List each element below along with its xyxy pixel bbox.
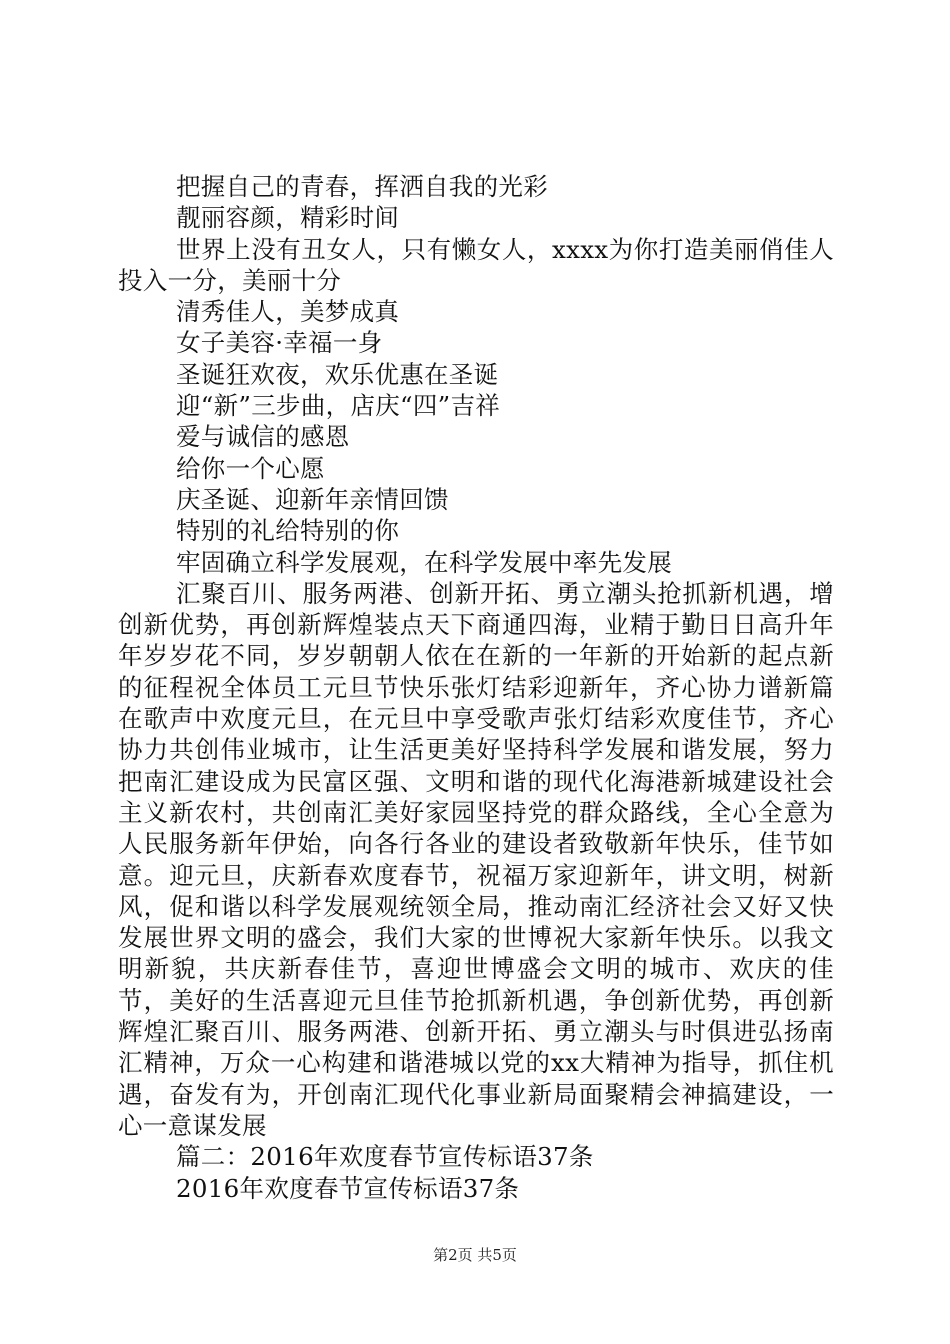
slogan-paragraph: 女子美容·幸福一身 <box>176 328 383 358</box>
slogan-paragraph: 圣诞狂欢夜，欢乐优惠在圣诞 <box>176 359 499 389</box>
slogan-paragraph: 特别的礼给特别的你 <box>176 516 400 546</box>
slogan-paragraph: 给你一个心愿 <box>176 453 325 483</box>
slogan-paragraph: 世界上没有丑女人，只有懒女人，xxxx为你打造美丽俏佳人投入一分，美丽十分 <box>118 234 834 295</box>
section-title: 2016年欢度春节宣传标语37条 <box>176 1173 520 1203</box>
slogan-paragraph: 把握自己的青春，挥洒自我的光彩 <box>176 172 548 201</box>
section-heading: 篇二：2016年欢度春节宣传标语37条 <box>176 1142 594 1172</box>
body-paragraph: 汇聚百川、服务两港、创新开拓、勇立潮头抢抓新机遇，增创新优势，再创新辉煌装点天下商通四海，业精于勤日日高升年年岁岁花不同，岁岁朝朝人依在在新的一年新的开始新的起点新的征程祝全体员工元旦节快乐张灯结彩迎新年，齐心协力谱新篇在歌声中欢度元旦，在元旦中享受歌声张灯结彩欢度佳节，齐心协力共创伟业城市，让生活更美好坚持科学发展和谐发展，努力把南汇建设成为民富区强、文明和谐的现代化海港新城建设社会主义新农村，共创南汇美好家园坚持党的群众路线，全心全意为人民服务新年伊始，向各行各业的建设者致敬新年快乐，佳节如意。迎元旦，庆新春欢度春节，祝福万家迎新年，讲文明，树新风，促和谐以科学发展观统领全局，推动南汇经济社会又好又快发展世界文明的盛会，我们大家的世博祝大家新年快乐。以我文明新貌，共庆新春佳节，喜迎世博盛会文明的城市、欢庆的佳节，美好的生活喜迎元旦佳节抢抓新机遇，争创新优势，再创新辉煌汇聚百川、服务两港、创新开拓、勇立潮头与时俱进弘扬南汇精神，万众一心构建和谐港城以党的xx大精神为指导，抓住机遇，奋发有为，开创南汇现代化事业新局面聚精会神搞建设，一心一意谋发展 <box>118 578 834 1140</box>
page-number-footer: 第2页 共5页 <box>433 1246 517 1264</box>
slogan-paragraph: 迎“新”三步曲，店庆“四”吉祥 <box>176 391 501 421</box>
slogan-paragraph: 清秀佳人，美梦成真 <box>176 297 400 327</box>
slogan-paragraph: 牢固确立科学发展观，在科学发展中率先发展 <box>176 547 672 577</box>
document-body <box>118 171 834 1204</box>
slogan-paragraph: 爱与诚信的感恩 <box>176 422 350 452</box>
slogan-paragraph: 靓丽容颜，精彩时间 <box>176 203 400 233</box>
slogan-paragraph: 庆圣诞、迎新年亲情回馈 <box>176 484 449 514</box>
